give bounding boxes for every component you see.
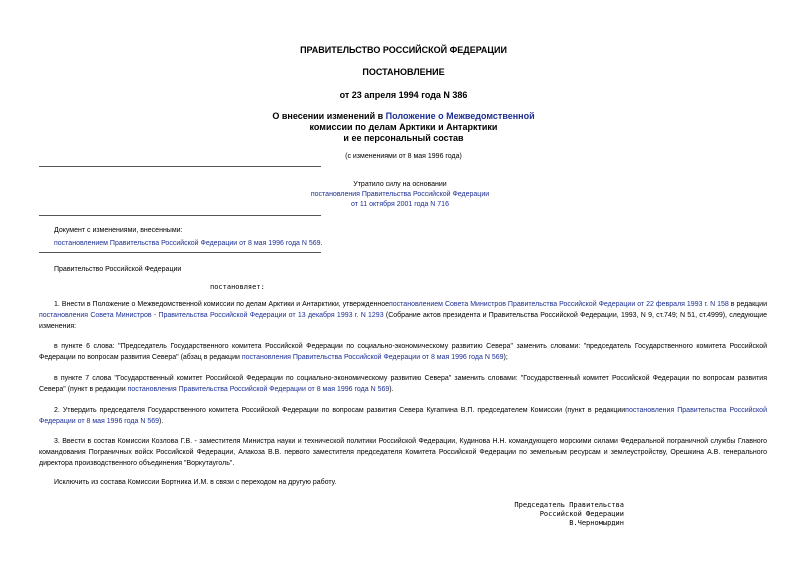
p1-text-a: 1. Внести в Положение о Межведомственной комиссии по делам Арктики и Антарктики, утвержденное: [54, 301, 389, 308]
title-line2: комиссии по делам Арктики и Антарктики: [309, 122, 498, 132]
p1-2-text-b: ).: [389, 386, 394, 393]
signature-line2: Российской Федерации: [539, 510, 624, 518]
divider: [39, 252, 321, 253]
paragraph-3: 3. Ввести в состав Комиссии Козлова Г.В. - заместителя Министра науки и технической политики Российской Федерации, Кудинова Н.Н. командующего морскими силами Федеральной пограничной службы Главного командования Пограничных войск Российской Федерации, Алакоза В.В. первого заместителя председателя Комитета Российской Федерации по земельным ресурсам и землеустройству, Орешкина А.В. генерального директора производственного объединения "Воркутауголь".: [39, 438, 767, 467]
doc-type-heading: ПОСТАНОВЛЕНИЕ: [362, 67, 445, 77]
paragraph-1-1: [39, 341, 767, 363]
date-number-heading: от 23 апреля 1994 года N 386: [339, 90, 468, 100]
p2-link[interactable]: постановления Правительства Российской Федерации от 8 мая 1996 года N 569: [39, 407, 767, 425]
p1-text-c: (Собрание актов президента и Правительства Российской Федерации, 1993, N 9, ст.749; N 51, ст.4999), следующие изменения:: [39, 312, 767, 330]
p1-link-2[interactable]: постановления Совета Министров - Правительства Российской Федерации от 13 декабря 1993 г. N 1293: [39, 312, 384, 319]
signature-block: [500, 501, 624, 528]
p2-text-b: ).: [159, 418, 164, 425]
p1-1-text-a: в пункте 6 слова: "Председатель Государственного комитета Российской Федерации по социально-экономическому развитию Севера" заменить словами: "председатель Государственного комитета Российской Федерации по вопросам развития Севера" (абзац в редакции: [39, 343, 767, 361]
divider: [39, 166, 321, 167]
changes-note: (с изменениями от 8 мая 1996 года): [345, 153, 462, 160]
lost-force-text: Утратило силу на основании: [353, 181, 447, 188]
p1-1-link[interactable]: постановления Правительства Российской Федерации от 8 мая 1996 года N 569: [241, 354, 504, 361]
p1-2-link[interactable]: постановления Правительства Российской Федерации от 8 мая 1996 года N 569: [127, 386, 390, 393]
document-changes-box: [54, 226, 554, 249]
doc-changes-tail: .: [320, 240, 323, 247]
p2-text-a: 2. Утвердить председателя Государственного комитета Российской Федерации по вопросам развития Севера Куramина В.П. председателем Комиссии (пункт в редакции: [54, 407, 626, 414]
signature-line1: Председатель Правительства: [514, 501, 624, 509]
title-prefix: О внесении изменений в: [272, 111, 386, 121]
p1-link-1[interactable]: постановлением Совета Министров Правительства Российской Федерации от 22 февраля 1993 г. N 158: [389, 301, 729, 308]
p1-2-text-a: в пункте 7 слова "Государственный комитет Российской Федерации по социально-экономическому развитию Севера" заменить словами: "Государственный комитет Российской Федерации по вопросам развития Севера" (пункт в редакции: [39, 375, 767, 393]
postanovlyaet-text: постановляет:: [210, 283, 265, 291]
paragraph-4: Исключить из состава Комиссии Бортника И.М. в связи с переходом на другую работу.: [54, 479, 337, 486]
p1-1-text-b: );: [503, 354, 508, 361]
lost-force-link-line2[interactable]: от 11 октября 2001 года N 716: [351, 201, 449, 208]
doc-changes-link[interactable]: постановлением Правительства Российской Федерации от 8 мая 1996 года N 569: [54, 240, 321, 247]
divider: [39, 215, 321, 216]
p1-text-b: в редакции: [728, 301, 767, 308]
paragraph-1: [39, 299, 767, 332]
title-line3: и ее персональный состав: [343, 133, 464, 143]
title-link[interactable]: Положение о Межведомственной: [385, 111, 535, 121]
intro-text: Правительство Российской Федерации: [54, 266, 182, 273]
paragraph-2: [39, 405, 767, 427]
document-title: [0, 111, 807, 144]
paragraph-1-2: [39, 373, 767, 395]
signature-line3: В.Черномырдин: [569, 519, 624, 527]
lost-force-link-line1[interactable]: постановления Правительства Российской Федерации: [310, 191, 490, 198]
government-heading: ПРАВИТЕЛЬСТВО РОССИЙСКОЙ ФЕДЕРАЦИИ: [300, 45, 507, 55]
lost-force-note: [250, 180, 550, 210]
doc-changes-label: Документ с изменениями, внесенными:: [54, 227, 183, 234]
